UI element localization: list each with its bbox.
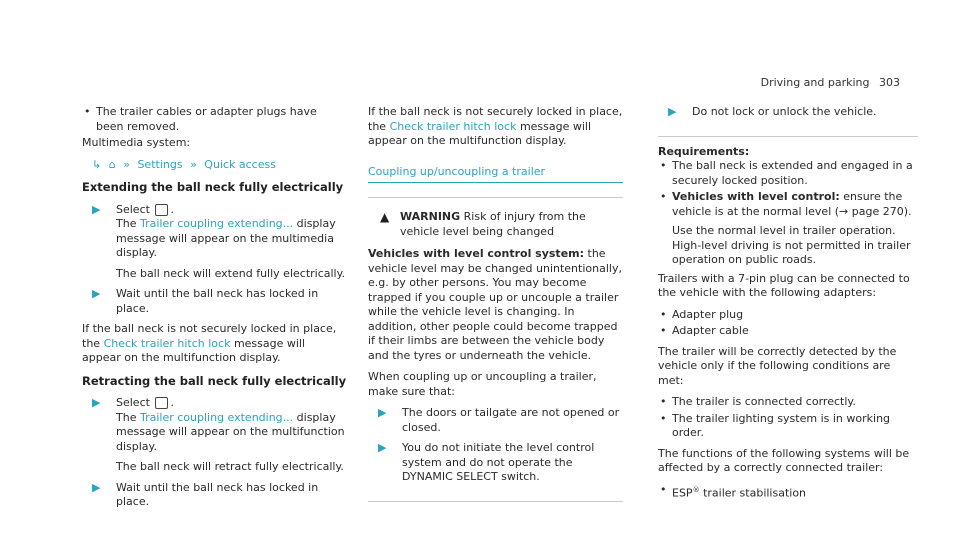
display-message-link: Trailer coupling extending... — [139, 410, 294, 424]
paragraph: The trailer will be correctly detected by the vehicle only if the following conditions are met: — [658, 344, 897, 387]
play-arrow-icon: ▶ — [92, 202, 101, 216]
heading-extend: Extending the ball neck fully electrically — [82, 180, 344, 194]
warning-when: When coupling up or uncoupling a trailer, make sure that: — [368, 370, 597, 398]
column-3 — [658, 105, 918, 503]
paragraph: If the ball neck is not securely locked in place, the Check trailer hitch lock message will appear on the multifunction display. — [368, 105, 623, 147]
list-item: • The trailer cables or adapter plugs have been removed. — [82, 105, 347, 134]
return-arrow-icon: ↳ — [92, 157, 102, 171]
notice-box — [658, 105, 918, 137]
multimedia-label: Multimedia system: — [82, 136, 191, 149]
nav-quick-access[interactable]: Quick access — [204, 157, 276, 171]
play-arrow-icon: ▶ — [378, 441, 387, 454]
arrow-ref-icon: → — [839, 204, 849, 218]
play-arrow-icon: ▶ — [668, 105, 677, 118]
step-item: ▶ Select . The Trailer coupling extending... display message will appear on the multimedia display. The ball neck will extend fully electrically. — [92, 202, 346, 280]
list-item: • Vehicles with level control: ensure the vehicle is at the normal level (→ page 270). Use the normal level in trailer operation. High-level driving is not permitted in trailer operation on public roads. — [658, 190, 918, 268]
step-item: ▶ Wait until the ball neck has locked in place. — [92, 287, 319, 315]
nav-settings[interactable]: Settings — [137, 157, 183, 171]
step-item: ▶ Do not lock or unlock the vehicle. — [668, 105, 877, 118]
display-message-link: Trailer coupling extending... — [139, 217, 294, 230]
warning-header: ▲ WARNING Risk of injury from the vehicle level being changed — [380, 210, 586, 238]
paragraph: If the ball neck is not securely locked in place, the Check trailer hitch lock message will appear on the multifunction display. — [82, 322, 337, 364]
section-link-heading[interactable]: Coupling up/uncoupling a trailer — [368, 165, 623, 184]
play-arrow-icon: ▶ — [92, 480, 101, 494]
play-arrow-icon: ▶ — [92, 396, 101, 409]
list-item: • The ball neck is extended and engaged in a securely locked position. — [658, 159, 918, 188]
list-item: • The trailer is connected correctly. — [658, 395, 918, 410]
step-item: ▶ Wait until the ball neck has locked in place. — [92, 480, 319, 508]
list-item: • ESP® trailer stabilisation — [658, 483, 918, 501]
requirements-heading: Requirements: — [658, 144, 750, 158]
car-button-icon — [155, 204, 168, 216]
column-1 — [82, 105, 347, 516]
heading-retract: Retracting the ball neck fully electrically — [82, 373, 347, 388]
step-item: ▶ The doors or tailgate are not opened or closed. — [378, 406, 620, 434]
paragraph: The functions of the following systems will be affected by a correctly connected trailer: — [658, 446, 910, 474]
step-item: ▶ You do not initiate the level control system and do not operate the DYNAMIC SELECT switch. — [378, 441, 595, 483]
step-item: ▶ Select . The Trailer coupling extending... display message will appear on the multifunction display. The ball neck will retract fully electrically. — [92, 396, 345, 473]
page-header — [761, 76, 900, 91]
play-arrow-icon: ▶ — [378, 406, 387, 419]
list-item: • The trailer lighting system is in working order. — [658, 412, 918, 441]
double-chevron-icon: » — [123, 157, 130, 171]
double-chevron-icon: » — [190, 157, 197, 171]
list-item: • Adapter cable — [658, 324, 918, 339]
home-icon: ⌂ — [108, 157, 116, 171]
list-item: • Adapter plug — [658, 308, 918, 323]
paragraph: Trailers with a 7-pin plug can be connected to the vehicle with the following adapters: — [658, 271, 910, 299]
warning-box — [368, 197, 623, 502]
column-2 — [368, 105, 623, 512]
warning-triangle-icon: ▲ — [380, 210, 390, 224]
nav-path — [82, 158, 347, 173]
page-number: 303 — [879, 76, 900, 89]
warning-body: Vehicles with level control system: the vehicle level may be changed unintentionally, e.g. by other persons. You may become trapped if you couple up or uncouple a trailer while the vehicle level is changing. In addition, other people could become trapped if their limbs are between the vehicle body and the tyres or underneath the vehicle. — [368, 247, 622, 362]
play-arrow-icon: ▶ — [92, 287, 101, 300]
section-title: Driving and parking — [760, 76, 870, 89]
car-button-icon — [155, 397, 168, 409]
